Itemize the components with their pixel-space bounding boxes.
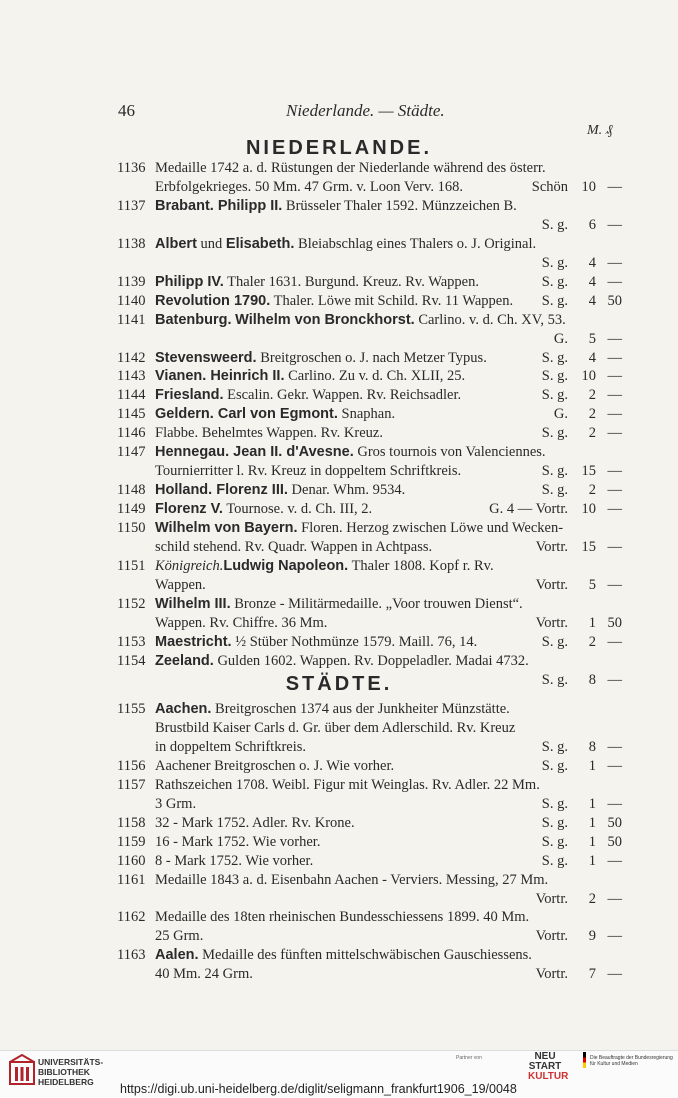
lot-text: Wappen. bbox=[155, 576, 206, 593]
lot-heading: Wilhelm III. bbox=[155, 595, 231, 612]
lot-description bbox=[155, 777, 540, 794]
condition-grade: Vortr. bbox=[535, 966, 568, 983]
price-mark: 10 bbox=[581, 501, 596, 518]
price-pfennig: — bbox=[607, 633, 622, 650]
currency-heading: M. ₰ bbox=[587, 123, 613, 138]
permalink-url[interactable]: https://digi.ub.uni-heidelberg.de/diglit/seligmann_frankfurt1906_19/0048 bbox=[120, 1082, 517, 1096]
condition-grade: Vortr. bbox=[535, 576, 568, 593]
lot-text: Breitgroschen 1374 aus der Junkheiter Münzstätte. bbox=[211, 701, 510, 717]
price-mark: 1 bbox=[588, 757, 596, 774]
price-mark: 1 bbox=[588, 814, 596, 831]
price bbox=[576, 274, 628, 291]
condition-grade: Vortr. bbox=[535, 539, 568, 555]
price bbox=[576, 577, 628, 594]
lot-text: Wappen. Rv. Chiffre. 36 Mm. bbox=[155, 614, 328, 631]
catalog-entry-line bbox=[117, 653, 628, 670]
price bbox=[576, 928, 628, 945]
price bbox=[576, 179, 628, 196]
condition-grade: S. g. bbox=[541, 814, 568, 831]
lot-description bbox=[155, 160, 546, 177]
lot-number: 1156 bbox=[117, 757, 146, 774]
catalog-continuation-line bbox=[117, 966, 628, 983]
lot-description bbox=[155, 909, 529, 926]
catalog-entry-line bbox=[117, 777, 628, 794]
lot-number: 1138 bbox=[117, 235, 146, 252]
catalog-continuation-line bbox=[117, 720, 628, 737]
lot-text: Bronze - Militärmedaille. „Voor trouwen Dienst“. bbox=[230, 595, 523, 612]
lot-heading: Wilhelm von Bronckhorst. bbox=[235, 311, 415, 328]
catalog-entry-line bbox=[117, 558, 628, 575]
lot-description bbox=[155, 739, 306, 756]
catalog-entry-line bbox=[117, 853, 628, 870]
lot-text: Erbfolgekrieges. 50 Mm. 47 Grm. v. Loon Verv. 168. bbox=[155, 178, 463, 195]
catalog-entry-line bbox=[117, 236, 628, 253]
price-pfennig: — bbox=[607, 738, 622, 755]
price bbox=[576, 672, 628, 689]
lot-heading: Hennegau. Jean II. d'Avesne. bbox=[155, 444, 354, 461]
price bbox=[576, 834, 628, 851]
price bbox=[576, 368, 628, 385]
catalog-continuation-line bbox=[117, 217, 628, 234]
price-pfennig: — bbox=[607, 576, 622, 593]
condition-grade: Vortr. bbox=[535, 890, 568, 907]
price-pfennig: — bbox=[607, 795, 622, 812]
partner-label: Partner von bbox=[456, 1055, 482, 1061]
page-number: 46 bbox=[118, 101, 135, 120]
condition-grade: S. g. bbox=[541, 463, 568, 480]
lot-description bbox=[155, 236, 536, 253]
lot-text: 32 - Mark 1752. Adler. Rv. Krone. bbox=[155, 814, 355, 831]
price-mark: 10 bbox=[581, 178, 596, 195]
price-mark: 6 bbox=[588, 216, 596, 233]
catalog-continuation-line bbox=[117, 739, 628, 756]
lot-number: 1144 bbox=[117, 387, 146, 404]
condition-grade: S. g. bbox=[541, 425, 568, 442]
lot-description bbox=[155, 501, 372, 518]
price bbox=[576, 739, 628, 756]
condition-grade: S. g. bbox=[541, 254, 568, 271]
price-mark: 15 bbox=[581, 463, 596, 480]
price-pfennig: — bbox=[607, 368, 622, 385]
price-pfennig: — bbox=[607, 928, 622, 945]
lot-description bbox=[155, 312, 566, 329]
lot-number: 1143 bbox=[117, 368, 146, 385]
price-mark: 7 bbox=[588, 966, 596, 983]
price-pfennig: — bbox=[607, 890, 622, 907]
price-mark: 2 bbox=[588, 406, 596, 423]
catalog-entry-line bbox=[117, 872, 628, 889]
lot-description bbox=[155, 198, 517, 215]
condition-grade: S. g. bbox=[541, 671, 568, 688]
lot-text: Medaille 1843 a. d. Eisenbahn Aachen - Verviers. Messing, 27 Mm. bbox=[155, 871, 549, 888]
lot-text: und bbox=[196, 235, 226, 252]
price bbox=[576, 634, 628, 651]
section-title-niederlande: NIEDERLANDE. bbox=[245, 137, 432, 159]
catalog-entry-line bbox=[117, 501, 628, 518]
price-mark: 2 bbox=[588, 482, 596, 499]
lot-text: Rathszeichen 1708. Weibl. Figur mit Weinglas. Rv. Adler. 22 Mm. bbox=[155, 776, 540, 793]
lot-heading: Friesland. bbox=[155, 387, 224, 404]
lot-heading: Batenburg. bbox=[155, 311, 232, 328]
catalog-entry-line bbox=[117, 815, 628, 832]
lot-description bbox=[155, 539, 432, 556]
catalog-entry-line bbox=[117, 293, 628, 310]
lot-number: 1148 bbox=[117, 482, 146, 499]
lot-text: Brustbild Kaiser Carls d. Gr. über dem Adlerschild. Rv. Kreuz bbox=[155, 719, 516, 736]
catalog-continuation-line bbox=[117, 577, 628, 594]
lot-number: 1158 bbox=[117, 814, 146, 831]
lot-heading: Aachen. bbox=[155, 701, 212, 717]
price bbox=[576, 615, 628, 632]
catalog-entry-line bbox=[117, 596, 628, 613]
lot-text: Medaille des fünften mittelschwäbischen Gauschiessens. bbox=[198, 947, 532, 964]
price-pfennig: 50 bbox=[607, 833, 622, 850]
price-pfennig: 50 bbox=[607, 292, 622, 309]
catalog-continuation-line bbox=[117, 179, 628, 196]
federal-flag-icon bbox=[583, 1052, 586, 1068]
lot-heading: Revolution 1790. bbox=[155, 292, 271, 309]
lot-heading: Holland. Florenz III. bbox=[155, 482, 288, 499]
price-pfennig: — bbox=[607, 463, 622, 480]
lot-heading: Philipp IV. bbox=[155, 273, 224, 290]
catalog-entry-line bbox=[117, 758, 628, 775]
condition-grade: S. g. bbox=[541, 368, 568, 385]
condition-grade: S. g. bbox=[541, 482, 568, 499]
university-library-logo-icon bbox=[8, 1054, 36, 1088]
price-mark: 5 bbox=[588, 330, 596, 347]
bkm-label: Die Beauftragte der Bundesregierung für Kultur und Medien bbox=[590, 1055, 673, 1067]
lot-number: 1146 bbox=[117, 425, 146, 442]
lot-number: 1151 bbox=[117, 557, 146, 574]
condition-grade: Schön bbox=[531, 178, 568, 195]
condition-grade: S. g. bbox=[541, 387, 568, 404]
catalog-entry-line bbox=[117, 834, 628, 851]
catalog-entry-line bbox=[117, 274, 628, 291]
catalog-entry-line bbox=[117, 160, 628, 177]
price bbox=[576, 815, 628, 832]
price-mark: 10 bbox=[581, 368, 596, 385]
lot-description bbox=[155, 558, 494, 575]
price bbox=[576, 406, 628, 423]
price bbox=[576, 758, 628, 775]
lot-description bbox=[155, 758, 394, 775]
lot-category: Königreich. bbox=[155, 557, 224, 574]
price-mark: 4 bbox=[588, 273, 596, 290]
price-pfennig: — bbox=[607, 349, 622, 366]
neustart-kultur-logo: NEU START KULTUR bbox=[528, 1051, 569, 1082]
price-mark: 2 bbox=[588, 633, 596, 650]
price bbox=[576, 966, 628, 983]
library-name: UNIVERSITÄTS- BIBLIOTHEK HEIDELBERG bbox=[38, 1057, 104, 1087]
price-pfennig: — bbox=[607, 178, 622, 195]
condition-grade: Vortr. bbox=[535, 614, 568, 631]
condition-grade: S. g. bbox=[541, 633, 568, 650]
lot-text: Floren. Herzog zwischen Löwe und Wecken- bbox=[297, 520, 564, 537]
catalog-entry-line bbox=[117, 425, 628, 442]
lot-heading: Wilhelm von Bayern. bbox=[155, 520, 298, 537]
lot-text: schild stehend. Rv. Quadr. Wappen in Achtpass. bbox=[155, 539, 433, 555]
lot-number: 1145 bbox=[117, 406, 146, 423]
lot-description bbox=[155, 350, 487, 367]
lot-number: 1155 bbox=[117, 701, 146, 717]
condition-grade: Vortr. bbox=[535, 928, 568, 945]
lot-number: 1139 bbox=[117, 273, 146, 290]
price-mark: 2 bbox=[588, 387, 596, 404]
lot-description bbox=[155, 274, 479, 291]
lot-text: Carlino. v. d. Ch. XV, 53. bbox=[414, 311, 566, 328]
lot-description bbox=[155, 653, 529, 670]
lot-number: 1147 bbox=[117, 444, 146, 461]
catalog-continuation-line bbox=[117, 331, 628, 348]
price-mark: 1 bbox=[588, 852, 596, 869]
lot-description bbox=[155, 444, 546, 461]
condition-grade: G. 4 — Vortr. bbox=[489, 501, 568, 518]
lot-number: 1136 bbox=[117, 160, 146, 176]
lot-number: 1163 bbox=[117, 947, 146, 964]
catalog-continuation-line bbox=[117, 928, 628, 945]
price bbox=[576, 796, 628, 813]
price-pfennig: — bbox=[607, 966, 622, 983]
condition-grade: S. g. bbox=[541, 349, 568, 366]
lot-number: 1162 bbox=[117, 909, 146, 926]
lot-text: Medaille 1742 a. d. Rüstungen der Niederlande während des österr. bbox=[155, 160, 546, 176]
catalog-entry-line bbox=[117, 387, 628, 404]
condition-grade: G. bbox=[553, 330, 568, 347]
lot-heading: Florenz V. bbox=[155, 501, 223, 518]
price-pfennig: — bbox=[607, 406, 622, 423]
lot-text: 25 Grm. bbox=[155, 928, 204, 945]
lot-description bbox=[155, 966, 253, 983]
lot-heading: Vianen. Heinrich II. bbox=[155, 368, 285, 385]
catalog-continuation-line bbox=[117, 615, 628, 632]
catalog-continuation-line bbox=[117, 539, 628, 556]
price bbox=[576, 425, 628, 442]
catalog-entry-line bbox=[117, 444, 628, 461]
price bbox=[576, 387, 628, 404]
lot-description bbox=[155, 596, 523, 613]
price bbox=[576, 539, 628, 556]
catalog-continuation-line bbox=[117, 255, 628, 272]
lot-description bbox=[155, 615, 327, 632]
catalog-entry-line bbox=[117, 198, 628, 215]
lot-number: 1153 bbox=[117, 633, 146, 650]
lot-description bbox=[155, 872, 548, 889]
lot-text: Escalin. Gekr. Wappen. Rv. Reichsadler. bbox=[223, 387, 462, 404]
lot-text: Flabbe. Behelmtes Wappen. Rv. Kreuz. bbox=[155, 425, 383, 442]
lot-text: 3 Grm. bbox=[155, 795, 197, 812]
lot-description bbox=[155, 520, 563, 537]
price-mark: 8 bbox=[588, 671, 596, 688]
price-pfennig: — bbox=[607, 425, 622, 442]
price-pfennig: — bbox=[607, 482, 622, 499]
lot-number: 1141 bbox=[117, 311, 146, 328]
price-pfennig: — bbox=[607, 387, 622, 404]
price bbox=[576, 217, 628, 234]
lot-text: 16 - Mark 1752. Wie vorher. bbox=[155, 833, 321, 850]
lot-text: in doppeltem Schriftkreis. bbox=[155, 738, 307, 755]
price bbox=[576, 350, 628, 367]
lot-text: Carlino. Zu v. d. Ch. XLII, 25. bbox=[284, 368, 466, 385]
price-mark: 8 bbox=[588, 738, 596, 755]
catalog-entry-line bbox=[117, 406, 628, 423]
catalog-continuation-line bbox=[117, 891, 628, 908]
running-title: Niederlande. — Städte. bbox=[286, 101, 445, 120]
catalog-continuation-line bbox=[117, 463, 628, 480]
catalog-entry-line bbox=[117, 701, 628, 718]
condition-grade: S. g. bbox=[541, 292, 568, 309]
lot-number: 1159 bbox=[117, 833, 146, 850]
price bbox=[576, 853, 628, 870]
lot-number: 1149 bbox=[117, 501, 146, 518]
lot-description bbox=[155, 179, 463, 196]
lot-number: 1137 bbox=[117, 197, 146, 214]
lot-text: Thaler 1808. Kopf r. Rv. bbox=[351, 557, 494, 574]
lot-text: Gulden 1602. Wappen. Rv. Doppeladler. Madai 4732. bbox=[213, 652, 529, 669]
lot-description bbox=[155, 463, 461, 480]
lot-text: Thaler 1631. Burgund. Kreuz. Rv. Wappen. bbox=[223, 273, 479, 290]
lot-heading: Albert bbox=[155, 235, 197, 252]
condition-grade: S. g. bbox=[541, 738, 568, 755]
lot-text: ½ Stüber Nothmünze 1579. Maill. 76, 14. bbox=[231, 633, 478, 650]
catalog-entry-line bbox=[117, 482, 628, 499]
section-title-staedte: STÄDTE. bbox=[285, 673, 393, 695]
lot-number: 1152 bbox=[117, 595, 146, 612]
lot-description bbox=[155, 796, 196, 813]
lot-description bbox=[155, 293, 513, 310]
running-header bbox=[0, 101, 678, 123]
lot-heading: Zeeland. bbox=[155, 652, 214, 669]
lot-text: Aachener Breitgroschen o. J. Wie vorher. bbox=[155, 757, 395, 774]
lot-text: Medaille des 18ten rheinischen Bundesschiessens 1899. 40 Mm. bbox=[155, 909, 530, 926]
catalog-entry-line bbox=[117, 947, 628, 964]
lot-description bbox=[155, 928, 203, 945]
price-pfennig: — bbox=[607, 273, 622, 290]
catalog-entry-line bbox=[117, 634, 628, 651]
lot-description bbox=[155, 947, 532, 964]
lot-heading: Aalen. bbox=[155, 947, 199, 964]
lot-heading: Maestricht. bbox=[155, 633, 232, 650]
lot-heading: Brabant. Philipp II. bbox=[155, 197, 283, 214]
lot-description bbox=[155, 834, 320, 851]
lot-description bbox=[155, 634, 477, 651]
lot-heading: Stevensweerd. bbox=[155, 349, 257, 366]
price-pfennig: 50 bbox=[607, 814, 622, 831]
lot-description bbox=[155, 368, 465, 385]
catalog-continuation-line bbox=[117, 672, 628, 689]
price-mark: 5 bbox=[588, 576, 596, 593]
lot-number: 1142 bbox=[117, 349, 146, 366]
price bbox=[576, 255, 628, 272]
price bbox=[576, 891, 628, 908]
price-pfennig: — bbox=[607, 671, 622, 688]
lot-heading: Geldern. Carl von Egmont. bbox=[155, 406, 338, 423]
lot-description bbox=[155, 577, 206, 594]
lot-number: 1140 bbox=[117, 292, 146, 309]
lot-text: Gros tournois von Valenciennes. bbox=[353, 444, 546, 461]
price bbox=[576, 482, 628, 499]
lot-text: Snaphan. bbox=[337, 406, 396, 423]
price-pfennig: 50 bbox=[607, 614, 622, 631]
catalog-entry-line bbox=[117, 350, 628, 367]
price-mark: 4 bbox=[588, 254, 596, 271]
price-mark: 9 bbox=[588, 928, 596, 945]
condition-grade: S. g. bbox=[541, 757, 568, 774]
lot-description bbox=[155, 701, 510, 718]
lot-text: Breitgroschen o. J. nach Metzer Typus. bbox=[256, 349, 487, 366]
catalog-entry-line bbox=[117, 520, 628, 537]
price bbox=[576, 463, 628, 480]
catalog-continuation-line bbox=[117, 796, 628, 813]
price-pfennig: — bbox=[607, 501, 622, 518]
lot-number: 1161 bbox=[117, 871, 146, 888]
price-mark: 4 bbox=[588, 349, 596, 366]
lot-text: Tournierritter l. Rv. Kreuz in doppeltem Schriftkreis. bbox=[155, 463, 462, 480]
lot-text: Thaler. Löwe mit Schild. Rv. 11 Wappen. bbox=[270, 292, 514, 309]
price-pfennig: — bbox=[607, 254, 622, 271]
price-pfennig: — bbox=[607, 539, 622, 555]
lot-heading: Ludwig Napoleon. bbox=[223, 557, 349, 574]
price-mark: 4 bbox=[588, 292, 596, 309]
lot-text: Denar. Whm. 9534. bbox=[287, 482, 406, 499]
catalog-entry-line bbox=[117, 368, 628, 385]
price-mark: 2 bbox=[588, 890, 596, 907]
price bbox=[576, 293, 628, 310]
lot-text: Bleiabschlag eines Thalers o. J. Original. bbox=[294, 235, 537, 252]
lot-description bbox=[155, 720, 515, 737]
lot-description bbox=[155, 815, 355, 832]
lot-number: 1157 bbox=[117, 776, 146, 793]
condition-grade: S. g. bbox=[541, 216, 568, 233]
catalog-entry-line bbox=[117, 909, 628, 926]
lot-number: 1160 bbox=[117, 852, 146, 869]
condition-grade: S. g. bbox=[541, 852, 568, 869]
lot-description bbox=[155, 482, 405, 499]
lot-text: 8 - Mark 1752. Wie vorher. bbox=[155, 852, 314, 869]
lot-heading: Elisabeth. bbox=[225, 235, 295, 252]
condition-grade: S. g. bbox=[541, 273, 568, 290]
price-mark: 2 bbox=[588, 425, 596, 442]
price bbox=[576, 501, 628, 518]
condition-grade: S. g. bbox=[541, 833, 568, 850]
lot-description bbox=[155, 387, 461, 404]
price-pfennig: — bbox=[607, 216, 622, 233]
lot-description bbox=[155, 425, 383, 442]
price-mark: 1 bbox=[588, 833, 596, 850]
price-pfennig: — bbox=[607, 852, 622, 869]
lot-text: Brüsseler Thaler 1592. Münzzeichen B. bbox=[282, 197, 517, 214]
price-mark: 1 bbox=[588, 795, 596, 812]
lot-description bbox=[155, 853, 313, 870]
lot-number: 1150 bbox=[117, 520, 146, 537]
catalog-entry-line bbox=[117, 312, 628, 329]
lot-text: 40 Mm. 24 Grm. bbox=[155, 966, 253, 983]
price bbox=[576, 331, 628, 348]
condition-grade: S. g. bbox=[541, 795, 568, 812]
price-mark: 15 bbox=[581, 539, 596, 555]
price-mark: 1 bbox=[588, 614, 596, 631]
price-pfennig: — bbox=[607, 330, 622, 347]
lot-text: Tournose. v. d. Ch. III, 2. bbox=[222, 501, 373, 518]
condition-grade: G. bbox=[553, 406, 568, 423]
lot-number: 1154 bbox=[117, 652, 146, 669]
price-pfennig: — bbox=[607, 757, 622, 774]
lot-description bbox=[155, 406, 395, 423]
